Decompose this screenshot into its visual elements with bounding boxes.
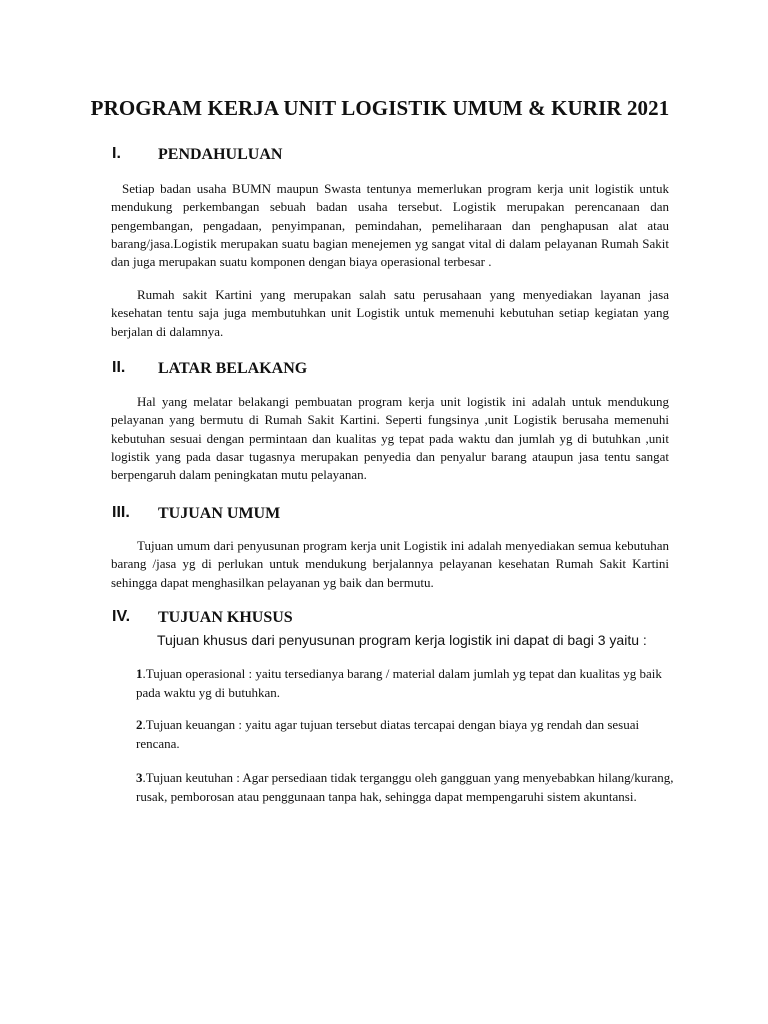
paragraph-tujuan-umum: Tujuan umum dari penyusunan program kerja unit Logistik ini adalah menyediakan semua kebutuhan barang /jasa yg di perlukan untuk mendukung berjalannya pelayanan kesehatan Rumah Sakit Kartini sehingga dapat menghasilkan pelayanan yg baik dan bermutu.: [111, 538, 669, 590]
section-title: TUJUAN KHUSUS: [158, 609, 293, 626]
section-number: I.: [112, 145, 121, 162]
list-item: [136, 768, 676, 806]
list-item: [136, 715, 676, 753]
item-number: 1: [136, 666, 143, 681]
section-number: III.: [112, 504, 130, 521]
item-text: .Tujuan keutuhan : Agar persediaan tidak terganggu oleh gangguan yang menyebabkan hilang/kurang, rusak, pemborosan atau penggunaan tanpa hak, sehingga dapat mempengaruhi sistem akuntansi.: [136, 770, 674, 804]
document-title: PROGRAM KERJA UNIT LOGISTIK UMUM & KURIR 2021: [90, 96, 670, 120]
tujuan-khusus-lead: Tujuan khusus dari penyusunan program kerja logistik ini dapat di bagi 3 yaitu :: [157, 632, 647, 648]
paragraph-pendahuluan-1: Setiap badan usaha BUMN maupun Swasta tentunya memerlukan program kerja unit logistik untuk mendukung perkembangan sebuah badan usaha tersebut. Logistik merupakan perencanaan dan pengembangan, pengadaan, penyimpanan, pemindahan, pemeliharaan dan penghapusan alat atau barang/jasa.Logistik merupakan suatu bagian menejemen yg sangat vital di dalam pelayanan Rumah Sakit dan juga merupakan suatu komponen dengan biaya operasional terbesar .: [111, 181, 669, 270]
section-number: IV.: [112, 608, 131, 625]
paragraph-latar-belakang: Hal yang melatar belakangi pembuatan program kerja unit logistik ini adalah untuk mendukung pelayanan yang bermutu di Rumah Sakit Kartini. Seperti fungsinya ,unit Logistik berusaha memenuhi kebutuhan sesuai dengan permintaan dan kualitas yg tepat pada waktu dan jumlah yg di butuhkan ,unit logistik yang pada dasar tugasnya merupakan penyedia dan penyalur barang ataupun jasa tentu sangat berpengaruh dalam peningkatan mutu pelayanan.: [111, 394, 669, 483]
paragraph-pendahuluan-2: Rumah sakit Kartini yang merupakan salah satu perusahaan yang menyediakan layanan jasa kesehatan tentu saja juga membutuhkan unit Logistik untuk memenuhi kebutuhan setiap kegiatan yang berjalan di dalamnya.: [111, 287, 669, 339]
item-number: 3: [136, 770, 143, 785]
item-text: .Tujuan operasional : yaitu tersedianya barang / material dalam jumlah yg tepat dan kualitas yg baik pada waktu yg di butuhkan.: [136, 666, 662, 700]
item-number: 2: [136, 717, 143, 732]
list-item: [136, 664, 676, 702]
section-title: LATAR BELAKANG: [158, 360, 308, 377]
section-title: TUJUAN UMUM: [158, 505, 281, 522]
section-number: II.: [112, 359, 126, 376]
item-text: .Tujuan keuangan : yaitu agar tujuan tersebut diatas tercapai dengan biaya yg rendah dan sesuai rencana.: [136, 717, 640, 751]
section-title: PENDAHULUAN: [158, 146, 283, 163]
